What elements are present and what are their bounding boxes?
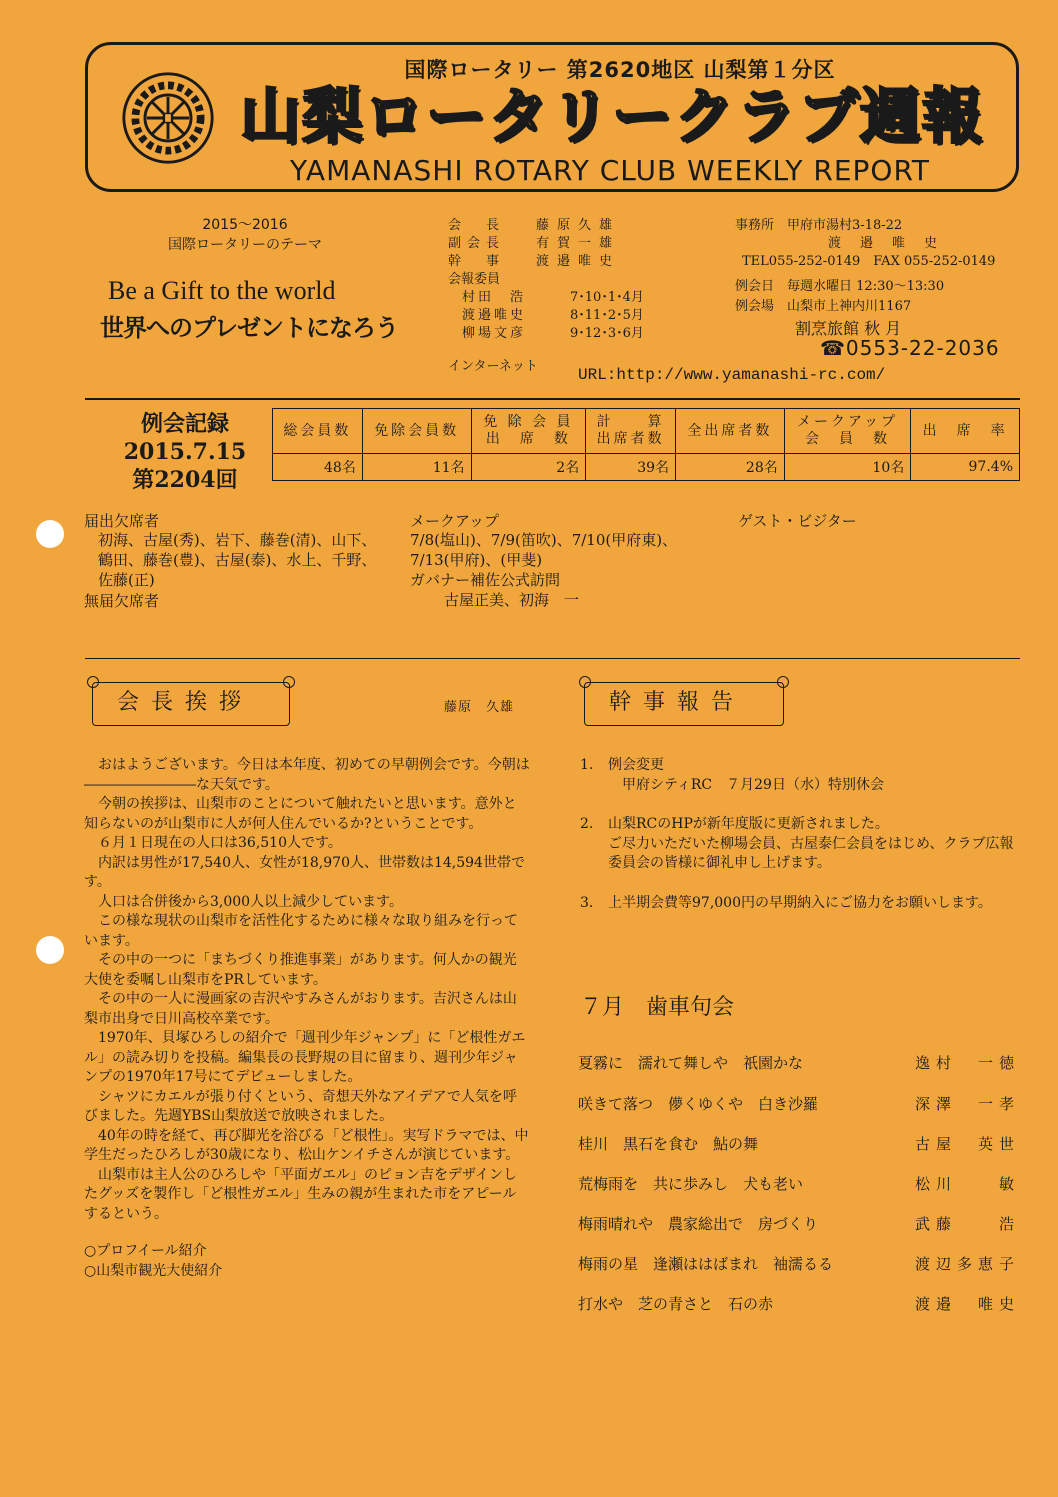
meeting-day-row [735, 275, 944, 294]
president-greeting-heading: 会長挨拶 [92, 682, 290, 726]
table-header-cell [362, 409, 471, 454]
theme-english: Be a Gift to the world [108, 276, 336, 305]
unnotified-absence-label: 無届欠席者 [84, 592, 160, 610]
office-address-row [735, 214, 902, 233]
table-header-cell [784, 409, 910, 454]
office-label: 事務所 [735, 218, 775, 233]
paragraph: 山梨市は主人公のひろしや「平面ガエル」のピョン吉をデザインしたグッズを製作し「ど根性ガエル」生みの親が生まれた市をアピールするという。 [84, 1166, 518, 1222]
list-item: 7/8(塩山)、7/9(笛吹)、7/10(甲府東)、 [410, 531, 678, 549]
paragraph: ６月１日現在の人口は36,510人です。 [84, 835, 342, 851]
officer-role: 会 長 [448, 218, 506, 233]
haiku-text: 咲きて落つ 儚くゆくや 白き沙羅 [578, 1095, 819, 1113]
theme-years: 2015〜2016 [202, 217, 288, 233]
theme-label: 国際ロータリーのテーマ [168, 237, 322, 253]
haiku-heading: ７月 歯車句会 [580, 995, 735, 1020]
theme-japanese: 世界へのプレゼントになろう [100, 314, 399, 342]
committee-member-name: 村田 浩 [462, 290, 527, 305]
committee-member-months: 9･12･3･6月 [570, 326, 644, 341]
haiku-text: 梅雨晴れや 農家総出で 房づくり [578, 1215, 819, 1233]
divider [85, 398, 1020, 400]
secretary-report [580, 756, 1020, 913]
table-header-cell [273, 409, 363, 454]
paragraph: 内訳は男性が17,540人、女性が18,970人、世帯数は14,594世帯です。 [84, 854, 525, 890]
list-item: ガバナー補佐公式訪問 [410, 571, 561, 589]
officer-role: 副会長 [448, 236, 506, 251]
rotary-emblem-icon [120, 70, 216, 166]
paragraph: 今朝の挨拶は、山梨市のことについて触れたいと思います。意外と知らないのが山梨市に人が何人住んでいるか?ということです。 [84, 796, 517, 832]
table-cell: 2名 [471, 454, 586, 481]
header-line: 免 除 会 員 [483, 414, 574, 430]
report-item [580, 756, 1020, 795]
secretary-report-heading: 幹事報告 [584, 682, 784, 726]
guest-visitor-label: ゲスト・ビジター [738, 512, 857, 530]
officer-name: 藤原久雄 [536, 218, 621, 233]
haiku-author: 古屋 英世 [914, 1135, 1020, 1153]
committee-member [462, 322, 644, 341]
table-cell: 28名 [676, 454, 785, 481]
internet-label: インターネット [448, 359, 538, 374]
meeting-record-date: 2015.7.15 [123, 439, 247, 465]
officer-president [448, 214, 620, 233]
haiku-author: 武藤 浩 [914, 1215, 1020, 1233]
meeting-record-heading [100, 410, 270, 494]
meeting-day: 毎週水曜日 12:30〜13:30 [787, 279, 945, 294]
table-cell: 97.4% [911, 454, 1020, 481]
venue-label: 例会場 [735, 299, 775, 314]
note-item: ○山梨市観光大使紹介 [84, 1262, 223, 1279]
committee-member [462, 286, 644, 305]
table-header-cell [586, 409, 676, 454]
header-line: 出席者数 [596, 431, 665, 447]
meeting-record-title: 例会記録 [140, 411, 229, 437]
list-item: 鶴田、藤巻(豊)、古屋(泰)、水上、千野、 [98, 551, 377, 569]
paragraph: 1970年、貝塚ひろしの紹介で「週刊少年ジャンプ」に「ど根性ガエル」の読み切りを投稿。編集長の長野規の目に留まり、週刊少年ジャンプの1970年17号にてデビューしました。 [84, 1030, 526, 1085]
paragraph: その中の一人に漫画家の吉沢やすみさんがおります。吉沢さんは山梨市出身で日川高校卒業です。 [84, 991, 517, 1027]
haiku-author: 逸村 一徳 [914, 1054, 1020, 1072]
venue-row [735, 295, 911, 314]
president-author: 藤原 久雄 [444, 700, 515, 715]
committee-member [462, 304, 644, 323]
paragraph: 人口は合併後から3,000人以上減少しています。 [84, 893, 403, 910]
office-staff: 渡 邉 唯 史 [828, 236, 941, 251]
report-line: ご尽力いただいた柳場会員、古屋泰仁会員をはじめ、クラブ広報委員会の皆様に御礼申し上げます。 [608, 835, 1014, 871]
committee-label: 会報委員 [448, 272, 501, 287]
table-header-cell [471, 409, 586, 454]
paragraph: その中の一つに「まちづくり推進事業」があります。何人かの観光大使を委嘱し山梨市をPRしています。 [84, 952, 517, 988]
officer-name: 有賀一雄 [536, 236, 621, 251]
haiku-text: 夏霧に 濡れて舞しや 祇園かな [578, 1054, 804, 1072]
committee-member-name: 渡邉唯史 [462, 308, 527, 323]
report-line: 上半期会費等97,000円の早期納入にご協力をお願いします。 [608, 894, 992, 911]
paragraph: 40年の時を経て、再び脚光を浴びる「ど根性」。実写ドラマでは、中学生だったひろしが30歳になり、松山ケンイチさんが演じています。 [84, 1127, 529, 1163]
header-line: 会 員 数 [804, 431, 890, 447]
venue-name: 割烹旅館 秋 月 [795, 319, 902, 338]
paragraph: シャツにカエルが張り付くという、奇想天外なアイデアで人気を呼びました。先週YBS山梨放送で放映されました。 [84, 1088, 517, 1124]
notified-absence-list [98, 530, 408, 590]
venue-address: 山梨市上神内川1167 [787, 299, 912, 314]
report-line: 山梨RCのHPが新年度版に更新されました。 [608, 816, 889, 832]
haiku-author: 深澤 一孝 [914, 1095, 1020, 1113]
officer-vice-president [448, 232, 620, 251]
office-address: 甲府市湯村3-18-22 [787, 218, 903, 233]
paragraph: おはようございます。今日は本年度、初めての早朝例会です。今朝は――――――――な天気です。 [84, 757, 530, 793]
meeting-day-label: 例会日 [735, 279, 775, 294]
table-row [273, 454, 1020, 481]
report-item-number: 3. [580, 894, 594, 911]
officer-secretary [448, 250, 620, 269]
attendance-table [272, 408, 1020, 481]
header-line: 免除会員数 [374, 422, 460, 439]
report-item-number: 2. [580, 816, 594, 832]
binder-hole [36, 936, 64, 964]
makeup-list [410, 530, 730, 610]
report-item-number: 1. [580, 757, 594, 773]
haiku-text: 打水や 芝の青さと 石の赤 [578, 1295, 774, 1313]
header-line: 総会員数 [283, 422, 352, 439]
header-line: メークアップ [796, 414, 898, 430]
table-cell: 10名 [784, 454, 910, 481]
header-line: 計 算 [596, 414, 665, 430]
haiku-author: 渡邉 唯史 [914, 1295, 1020, 1313]
table-cell: 11名 [362, 454, 471, 481]
divider [85, 658, 1020, 659]
makeup-label: メークアップ [410, 512, 499, 530]
header-line: 出 席 率 [922, 422, 1008, 439]
list-item: 初海、古屋(秀)、岩下、藤巻(清)、山下、 [98, 531, 377, 549]
note-item: ○プロフイール紹介 [84, 1243, 207, 1259]
haiku-text: 梅雨の星 逢瀬ははばまれ 袖濡るる [578, 1255, 834, 1273]
meeting-record-number: 第2204回 [132, 467, 238, 493]
report-item [580, 894, 1020, 914]
committee-member-name: 柳場文彦 [462, 326, 527, 341]
haiku-author: 渡辺多恵子 [914, 1255, 1020, 1273]
newsletter-title-en: YAMANASHI ROTARY CLUB WEEKLY REPORT [290, 154, 930, 187]
list-item: 7/13(甲府)、(甲斐) [410, 551, 543, 569]
table-cell: 39名 [586, 454, 676, 481]
district-line: 国際ロータリー 第2620地区 山梨第１分区 [404, 58, 836, 82]
table-header-cell [676, 409, 785, 454]
newsletter-title: 山梨ロータリークラブ週報 [240, 82, 984, 152]
table-cell: 48名 [273, 454, 363, 481]
haiku-text: 桂川 黒石を食む 鮎の舞 [578, 1135, 759, 1153]
list-item: 佐藤(正) [98, 571, 155, 589]
haiku-author: 松川 敏 [914, 1175, 1020, 1193]
committee-member-months: 8･11･2･5月 [570, 308, 644, 323]
officer-name: 渡邉唯史 [536, 254, 621, 269]
website-url[interactable]: URL:http://www.yamanashi-rc.com/ [578, 366, 886, 384]
haiku-text: 荒梅雨を 共に歩みし 犬も老い [578, 1175, 804, 1193]
venue-phone: ☎0553-22-2036 [820, 336, 1000, 360]
table-header-cell [911, 409, 1020, 454]
header-line: 全出席者数 [687, 422, 773, 439]
notified-absence-label: 届出欠席者 [84, 512, 160, 530]
table-header-row [273, 409, 1020, 454]
binder-hole [36, 520, 64, 548]
president-message [84, 756, 530, 1281]
report-item [580, 815, 1020, 874]
committee-member-months: 7･10･1･4月 [570, 290, 644, 305]
paragraph: この様な現状の山梨市を活性化するために様々な取り組みを行っています。 [84, 913, 518, 949]
report-line: 甲府シティRC ７月29日（水）特別休会 [608, 776, 884, 793]
report-line: 例会変更 [608, 757, 664, 773]
list-item: 古屋正美、初海 一 [444, 591, 580, 609]
officer-role: 幹 事 [448, 254, 506, 269]
header-line: 出 席 数 [485, 431, 571, 447]
office-tel-fax: TEL055-252-0149 FAX 055-252-0149 [742, 254, 996, 269]
